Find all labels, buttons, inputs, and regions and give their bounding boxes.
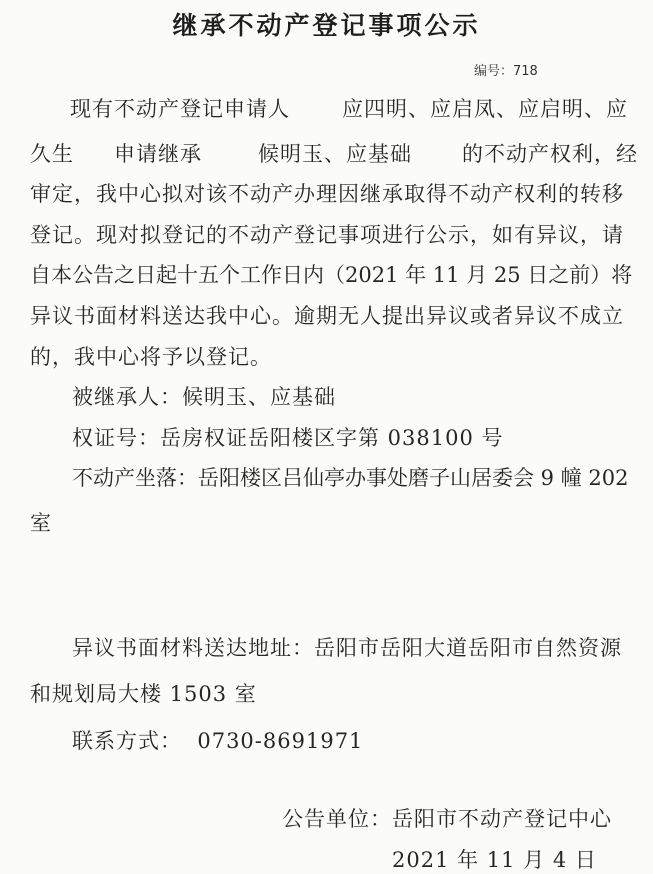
date-line: 2021 年 11 月 4 日 — [392, 848, 597, 872]
property-location-line-2: 室 — [30, 511, 52, 535]
body-line-1-start: 现有不动产登记申请人 — [70, 97, 290, 121]
notice-title: 继承不动产登记事项公示 — [172, 11, 481, 40]
property-location-line-1: 不动产坐落：岳阳楼区吕仙亭办事处磨子山居委会 9 幢 202 — [72, 466, 629, 490]
body-line-7: 的，我中心将予以登记。 — [30, 345, 272, 369]
body-line-2-start: 久生 — [30, 142, 74, 166]
contact-line: 联系方式： 0730-8691971 — [72, 729, 364, 753]
certificate-number-line: 权证号：岳房权证岳阳楼区字第 038100 号 — [72, 426, 504, 450]
body-line-5: 自本公告之日起十五个工作日内（2021 年 11 月 25 日之前）将 — [30, 263, 633, 287]
applicant-names: 应四明、应启凤、应启明、应 — [342, 97, 628, 121]
body-line-2 — [30, 138, 638, 168]
issuer-line: 公告单位：岳阳市不动产登记中心 — [282, 807, 612, 831]
body-line-4: 登记。现对拟登记的不动产登记事项进行公示，如有异议，请 — [30, 223, 624, 247]
body-line-3: 审定，我中心拟对该不动产办理因继承取得不动产权利的转移 — [30, 182, 624, 206]
decedent-names-inline: 候明玉、应基础 — [258, 142, 412, 166]
body-line-1 — [70, 93, 628, 123]
objection-address-line-1: 异议书面材料送达地址：岳阳市岳阳大道岳阳市自然资源 — [72, 636, 622, 660]
decedent-line: 被继承人：候明玉、应基础 — [72, 385, 336, 409]
objection-address-line-2: 和规划局大楼 1503 室 — [30, 682, 257, 706]
body-line-2-end: 的不动产权利，经 — [462, 142, 638, 166]
document-number: 编号：718 — [474, 64, 538, 79]
body-line-6: 异议书面材料送达我中心。逾期无人提出异议或者异议不成立 — [30, 304, 624, 328]
apply-inherit-text: 申请继承 — [114, 142, 202, 166]
